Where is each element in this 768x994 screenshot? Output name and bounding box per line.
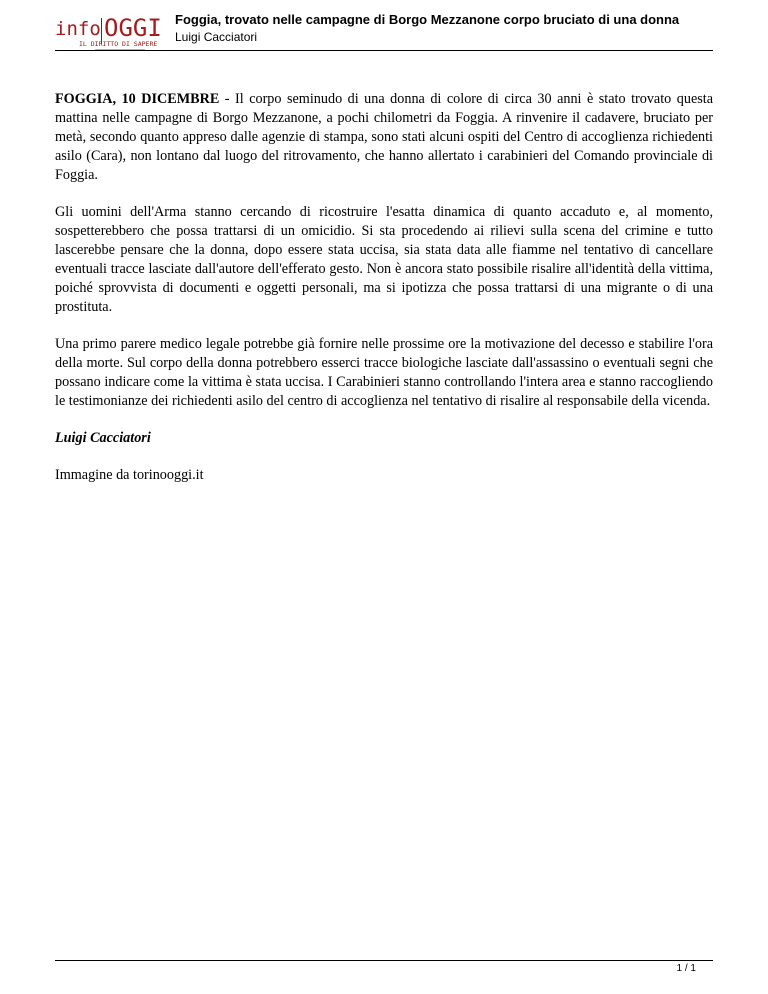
article-body <box>55 90 713 503</box>
logo-tagline: IL DIRITTO DI SAPERE <box>79 40 158 48</box>
logo-info-text: info <box>55 18 101 40</box>
paragraph-2: Gli uomini dell'Arma stanno cercando di ricostruire l'esatta dinamica di quanto accaduto e, al momento, sospetterebbero che possa trattarsi di un omicidio. Si sta procedendo ai rilievi sulla scena del crimine e tutto lascerebbe pensare che la donna, dopo essere stata uccisa, sia stata data alle fiamme nel tentativo di cancellare eventuali tracce lasciate dall'autore dell'efferato gesto. Non è ancora stato possibile risalire all'identità della vittima, poiché sprovvista di documenti e oggetti personali, ma si ipotizza che possa trattarsi di una migrante o di una prostituta. <box>55 204 713 315</box>
infooggi-logo <box>55 14 165 54</box>
dateline: FOGGIA, 10 DICEMBRE <box>55 91 220 107</box>
paragraph-3: Una primo parere medico legale potrebbe già fornire nelle prossime ore la motivazione del decesso e stabilire l'ora della morte. Sul corpo della donna potrebbero esserci tracce biologiche lasciate dall'assassino o eventuali segni che possano indicare come la vittima è stata uccisa. I Carabinieri stanno controllando l'intera area e stanno raccogliendo le testimonianze dei richiedenti asilo del centro di accoglienza nel tentativo di risalire al responsabile della vicenda. <box>55 336 713 409</box>
footer-divider <box>55 960 713 961</box>
header-author: Luigi Cacciatori <box>175 30 258 44</box>
image-credit: Immagine da torinooggi.it <box>55 467 204 483</box>
author-signature: Luigi Cacciatori <box>55 430 151 446</box>
signature-paragraph <box>55 429 713 448</box>
header-divider <box>55 50 713 51</box>
page-header <box>55 10 713 50</box>
page-number: 1 / 1 <box>676 963 696 974</box>
paragraph-1-text: - Il corpo seminudo di una donna di colore di circa 30 anni è stato trovato questa mattina nelle campagne di Borgo Mezzanone, a pochi chilometri da Foggia. A rinvenire il cadavere, bruciato per metà, secondo quanto appreso dalle agenzie di stampa, sono stati alcuni ospiti del Centro di accoglienza richiedenti asilo (Cara), non lontano dal luogo del ritrovamento, che hanno allertato i carabinieri del Comando provinciale di Foggia. <box>55 91 713 183</box>
paragraph-1 <box>55 90 713 185</box>
header-article-title: Foggia, trovato nelle campagne di Borgo Mezzanone corpo bruciato di una donna <box>175 12 680 27</box>
logo-oggi-text: OGGI <box>104 14 162 42</box>
